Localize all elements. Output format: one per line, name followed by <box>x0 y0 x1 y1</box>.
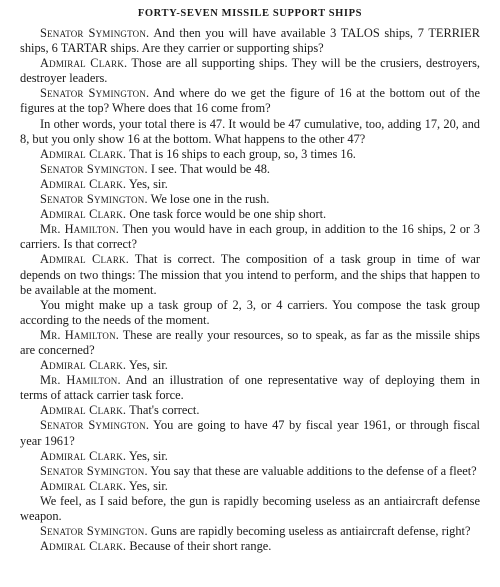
speaker-name: Senator Symington. <box>40 26 150 40</box>
paragraph-text: In other words, your total there is 47. It would be 47 cumulative, too, adding 17, 20, and 8, but you only show 16 at the bottom. What happens to the other 47? <box>20 116 480 146</box>
running-header: FORTY-SEVEN MISSILE SUPPORT SHIPS <box>137 8 363 19</box>
paragraph <box>20 298 480 328</box>
paragraph <box>20 252 480 297</box>
speaker-name: Mr. Hamilton. <box>40 222 120 237</box>
speaker-name: Admiral Clark. <box>40 448 127 463</box>
paragraph-text: You say that these are valuable additions to the defense of a fleet? <box>147 463 477 478</box>
speaker-name: Senator Symington. <box>40 192 148 207</box>
paragraph-text: You might make up a task group of 2, 3, or 4 carriers. You compose the task group according to the needs of the moment. <box>20 297 480 327</box>
paragraph-text: Those are all supporting ships. They will be the crusiers, destroyers, destroyer leaders. <box>20 56 480 86</box>
paragraph-text: We feel, as I said before, the gun is rapidly becoming useless as an antiaircraft defense weapon. <box>20 493 480 523</box>
speaker-name: Admiral Clark. <box>40 358 127 373</box>
speaker-name: Admiral Clark. <box>40 252 130 267</box>
paragraph-text: That's correct. <box>126 403 200 418</box>
speaker-name: Mr. Hamilton. <box>40 327 120 342</box>
speaker-name: Admiral Clark. <box>40 146 127 161</box>
paragraph-text: Yes, sir. <box>126 176 168 191</box>
paragraph-text: Yes, sir. <box>126 358 168 373</box>
speaker-name: Admiral Clark. <box>40 207 127 222</box>
paragraph-text: One task force would be one ship short. <box>126 207 327 222</box>
paragraph <box>20 117 480 147</box>
speaker-name: Admiral Clark. <box>40 176 127 191</box>
paragraph <box>20 479 480 494</box>
paragraph-text: Because of their short range. <box>126 539 272 554</box>
paragraph-text: You are going to have 47 by fiscal year 1961, or through fiscal year 1961? <box>20 418 480 448</box>
speaker-name: Senator Symington. <box>40 86 150 101</box>
paragraph-text: Yes, sir. <box>126 478 168 493</box>
paragraph <box>20 162 480 177</box>
paragraph <box>20 449 480 464</box>
speaker-name: Mr. Hamilton. <box>40 373 121 388</box>
paragraph-text: These are really your resources, so to speak, as far as the missile ships are concerned? <box>20 327 480 357</box>
paragraph <box>20 524 480 539</box>
paragraph <box>20 56 480 86</box>
paragraph <box>20 418 480 448</box>
paragraph <box>20 464 480 479</box>
paragraph <box>20 358 480 373</box>
paragraph <box>20 539 480 554</box>
paragraph <box>20 192 480 207</box>
paragraph <box>20 207 480 222</box>
paragraph <box>20 373 480 403</box>
speaker-name: Senator Symington. <box>40 463 148 478</box>
paragraph-text: I see. That would be 48. <box>147 161 271 176</box>
paragraph <box>20 328 480 358</box>
speaker-name: Senator Symington. <box>40 161 148 176</box>
paragraph-text: And where do we get the figure of 16 at the bottom out of the figures at the top? Where does that 16 come from? <box>20 86 480 116</box>
paragraph <box>20 222 480 252</box>
speaker-name: Admiral Clark. <box>40 403 127 418</box>
speaker-name: Senator Symington. <box>40 524 148 539</box>
paragraph-text: And then you will have available 3 TALOS ships, 7 TERRIER ships, 6 TARTAR ships. Are they carrier or supporting ships? <box>20 26 480 56</box>
paragraph <box>20 86 480 116</box>
document-body <box>20 26 480 554</box>
paragraph-text: And an illustration of one representative way of deploying them in terms of attack carrier task force. <box>20 373 480 403</box>
paragraph <box>20 177 480 192</box>
paragraph-text: That is correct. The composition of a task group in time of war depends on two things: The mission that you intend to perform, and the ships that happen to be available at the moment. <box>20 252 480 297</box>
paragraph <box>20 494 480 524</box>
paragraph <box>20 403 480 418</box>
speaker-name: Admiral Clark. <box>40 56 128 71</box>
speaker-name: Admiral Clark. <box>40 539 127 554</box>
paragraph-text: We lose one in the rush. <box>147 192 270 207</box>
paragraph-text: Guns are rapidly becoming useless as antiaircraft defense, right? <box>147 524 471 539</box>
paragraph <box>20 147 480 162</box>
speaker-name: Admiral Clark. <box>40 478 127 493</box>
paragraph-text: Yes, sir. <box>126 448 168 463</box>
paragraph-text: That is 16 ships to each group, so, 3 times 16. <box>126 146 356 161</box>
speaker-name: Senator Symington. <box>40 418 150 433</box>
paragraph-text: Then you would have in each group, in addition to the 16 ships, 2 or 3 carriers. Is that correct? <box>20 222 480 252</box>
paragraph <box>20 26 480 56</box>
